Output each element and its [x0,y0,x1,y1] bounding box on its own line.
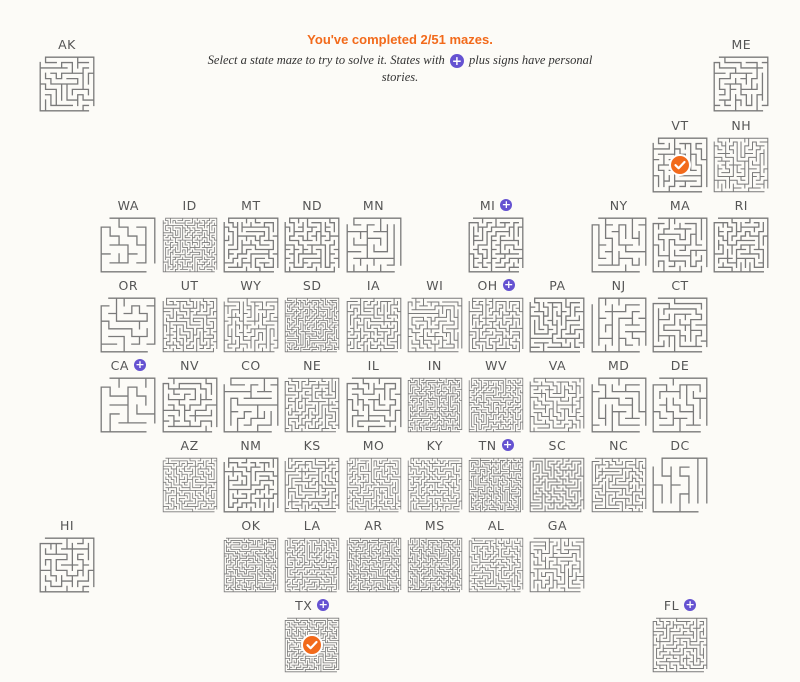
state-maze-co[interactable] [223,357,279,433]
maze-walls [531,458,585,512]
state-abbr: DC [670,437,690,453]
maze-thumbnail [39,56,95,112]
maze-thumbnail [223,537,279,593]
state-maze-ky[interactable] [407,437,463,513]
state-abbr: MN [362,197,385,213]
state-abbr: VA [548,357,567,373]
maze-walls [101,298,155,352]
state-label-row [529,277,585,293]
state-abbr: WY [240,277,262,293]
maze-walls [531,378,585,432]
state-maze-ct[interactable] [652,277,708,353]
state-label-row [407,357,463,373]
maze-walls [653,618,707,672]
maze-walls [592,298,646,352]
maze-walls [101,218,155,272]
state-maze-wv[interactable] [468,357,524,433]
maze-thumbnail [529,297,585,353]
state-label-row [529,437,585,453]
maze-walls [224,218,278,272]
state-abbr: IA [366,277,381,293]
state-abbr: DE [670,357,690,373]
progress-text: You've completed 2/51 mazes. [307,32,493,47]
state-label-row [346,357,402,373]
state-abbr: ME [731,36,752,52]
maze-walls [224,458,278,512]
state-abbr: NC [609,437,629,453]
state-abbr: NM [240,437,262,453]
state-abbr: PA [549,277,566,293]
maze-walls [653,378,707,432]
state-maze-ar[interactable] [346,517,402,593]
state-maze-ms[interactable] [407,517,463,593]
maze-walls [347,298,401,352]
maze-thumbnail [468,297,524,353]
state-label-row [468,197,524,213]
maze-thumbnail [346,457,402,513]
state-label-row [468,437,524,453]
state-maze-wa[interactable] [100,197,156,273]
state-label-row [223,277,279,293]
maze-thumbnail [100,297,156,353]
state-abbr: OK [241,517,261,533]
state-maze-ma[interactable] [652,197,708,273]
state-label-row [284,517,340,533]
state-maze-ok[interactable] [223,517,279,593]
state-abbr: MO [362,437,385,453]
state-label-row [407,277,463,293]
state-maze-hi[interactable] [39,517,95,593]
state-abbr: WI [426,277,444,293]
maze-thumbnail [100,217,156,273]
state-maze-va[interactable] [529,357,585,433]
maze-walls [469,218,523,272]
maze-thumbnail [407,537,463,593]
state-maze-ne[interactable] [284,357,340,433]
state-label-row [652,197,708,213]
maze-thumbnail [284,377,340,433]
state-label-row [468,517,524,533]
state-maze-ak[interactable] [39,36,95,112]
state-label-row [284,597,340,613]
state-label-row [223,517,279,533]
state-label-row [407,437,463,453]
maze-thumbnail [468,457,524,513]
state-label-row [591,357,647,373]
maze-thumbnail [223,457,279,513]
state-label-row [591,197,647,213]
state-maze-la[interactable] [284,517,340,593]
maze-thumbnail [39,537,95,593]
state-abbr: FL [663,597,680,613]
maze-walls [347,218,401,272]
maze-thumbnail [713,217,769,273]
maze-walls [469,538,523,592]
maze-walls [592,218,646,272]
state-label-row [162,437,218,453]
state-label-row [407,517,463,533]
maze-walls [40,538,94,592]
maze-walls [469,458,523,512]
maze-walls [653,218,707,272]
state-label-row [284,357,340,373]
state-maze-il[interactable] [346,357,402,433]
instructions-prefix: Select a state maze to try to solve it. States with [207,53,445,67]
state-maze-in[interactable] [407,357,463,433]
state-label-row [162,357,218,373]
maze-thumbnail [468,537,524,593]
state-label-row [284,437,340,453]
state-label-row [591,437,647,453]
state-maze-tn[interactable] [468,437,524,513]
maze-thumbnail [407,457,463,513]
state-abbr: OR [118,277,139,293]
state-maze-me[interactable] [713,36,769,112]
state-abbr: AZ [180,437,199,453]
state-abbr: CA [110,357,129,373]
maze-walls [714,57,768,111]
maze-walls [592,458,646,512]
maze-thumbnail [223,377,279,433]
state-label-row [713,197,769,213]
state-abbr: KS [303,437,321,453]
maze-walls [531,298,585,352]
state-label-row [284,277,340,293]
maze-walls [347,378,401,432]
state-abbr: NJ [611,277,626,293]
checkmark-circle-icon [669,154,691,176]
state-abbr: MT [241,197,261,213]
maze-thumbnail [529,537,585,593]
maze-thumbnail [284,457,340,513]
state-abbr: ID [182,197,197,213]
state-label-row [652,597,708,613]
maze-thumbnail [591,217,647,273]
maze-walls [347,458,401,512]
state-abbr: WV [485,357,508,373]
state-label-row [100,197,156,213]
maze-thumbnail [407,377,463,433]
plus-circle-icon: + [451,54,462,69]
state-maze-fl[interactable] [652,597,708,673]
state-abbr: CT [671,277,689,293]
maze-walls [714,138,768,192]
state-maze-al[interactable] [468,517,524,593]
maze-thumbnail [529,457,585,513]
state-maze-or[interactable] [100,277,156,353]
state-abbr: AK [58,36,76,52]
state-maze-sd[interactable] [284,277,340,353]
state-label-row [652,117,708,133]
state-label-row [39,517,95,533]
state-maze-az[interactable] [162,437,218,513]
state-abbr: NV [180,357,200,373]
state-maze-nv[interactable] [162,357,218,433]
state-abbr: HI [59,517,75,533]
state-label-row [529,517,585,533]
maze-walls [592,378,646,432]
state-label-row [223,197,279,213]
state-label-row [529,357,585,373]
plus-circle-icon: + [502,438,513,451]
state-abbr: SC [548,437,567,453]
state-maze-ga[interactable] [529,517,585,593]
maze-walls [285,218,339,272]
state-abbr: AL [487,517,505,533]
maze-walls [224,298,278,352]
state-label-row [652,357,708,373]
maze-walls [469,378,523,432]
state-abbr: KY [426,437,443,453]
state-maze-ks[interactable] [284,437,340,513]
maze-walls [163,378,217,432]
maze-thumbnail [223,217,279,273]
maze-thumbnail [284,537,340,593]
state-maze-nc[interactable] [591,437,647,513]
plus-circle-icon: + [504,278,514,291]
maze-walls [408,378,462,432]
maze-thumbnail [713,137,769,193]
state-abbr: IN [427,357,442,373]
state-abbr: IL [367,357,380,373]
maze-walls [714,218,768,272]
maze-walls [408,538,462,592]
maze-walls [40,57,94,111]
maze-thumbnail [100,377,156,433]
state-abbr: GA [547,517,568,533]
maze-thumbnail [284,297,340,353]
state-abbr: LA [303,517,321,533]
maze-thumbnail [591,297,647,353]
maze-walls [531,538,585,592]
state-maze-ri[interactable] [713,197,769,273]
state-maze-nh[interactable] [713,117,769,193]
state-label-row [591,277,647,293]
state-maze-nd[interactable] [284,197,340,273]
state-abbr: RI [734,197,748,213]
maze-walls [347,538,401,592]
state-abbr: MD [607,357,630,373]
state-maze-nm[interactable] [223,437,279,513]
state-label-row [713,117,769,133]
maze-walls [408,298,462,352]
state-abbr: NY [609,197,628,213]
maze-thumbnail [652,297,708,353]
maze-walls [469,298,523,352]
checkmark-circle-icon [301,634,323,656]
state-label-row [713,36,769,52]
state-abbr: ND [302,197,323,213]
state-maze-ny[interactable] [591,197,647,273]
plus-circle-icon: + [501,198,511,211]
maze-thumbnail [468,377,524,433]
maze-walls [653,298,707,352]
state-maze-wy[interactable] [223,277,279,353]
state-abbr: TX [295,597,313,613]
maze-walls [224,538,278,592]
state-label-row [223,437,279,453]
maze-thumbnail [652,377,708,433]
state-maze-tx[interactable] [284,597,340,673]
state-abbr: MA [669,197,691,213]
state-maze-vt[interactable] [652,117,708,193]
maze-walls [101,378,155,432]
maze-thumbnail [223,297,279,353]
state-abbr: NE [303,357,322,373]
state-label-row [346,197,402,213]
maze-thumbnail [162,377,218,433]
maze-thumbnail [346,217,402,273]
state-maze-mt[interactable] [223,197,279,273]
maze-thumbnail [468,217,524,273]
state-maze-ut[interactable] [162,277,218,353]
maze-thumbnail [162,217,218,273]
maze-thumbnail [346,297,402,353]
maze-thumbnail [407,297,463,353]
maze-walls [285,298,339,352]
state-maze-pa[interactable] [529,277,585,353]
state-abbr: WA [117,197,139,213]
maze-thumbnail [284,217,340,273]
state-abbr: AR [364,517,383,533]
maze-thumbnail [162,457,218,513]
state-abbr: UT [180,277,199,293]
state-abbr: VT [671,117,689,133]
state-abbr: MI [479,197,496,213]
maze-thumbnail [346,537,402,593]
plus-circle-icon: + [685,598,695,611]
maze-walls [285,378,339,432]
maze-thumbnail [162,297,218,353]
maze-thumbnail [591,377,647,433]
maze-thumbnail [652,217,708,273]
state-abbr: NH [731,117,752,133]
maze-thumbnail [529,377,585,433]
maze-thumbnail [652,617,708,673]
state-label-row [346,277,402,293]
maze-walls [653,458,707,512]
state-label-row [100,277,156,293]
state-label-row [284,197,340,213]
state-abbr: OH [477,277,498,293]
state-maze-oh[interactable] [468,277,524,353]
state-label-row [39,36,95,52]
maze-thumbnail [346,377,402,433]
state-maze-md[interactable] [591,357,647,433]
maze-thumbnail [652,457,708,513]
state-abbr: TN [478,437,497,453]
state-maze-dc[interactable] [652,437,708,513]
instructions-suffix: plus signs have personal stories. [381,53,593,84]
state-label-row [468,277,524,293]
state-label-row [162,277,218,293]
state-maze-ia[interactable] [346,277,402,353]
state-maze-mn[interactable] [346,197,402,273]
state-label-row [162,197,218,213]
state-label-row [652,437,708,453]
maze-thumbnail [591,457,647,513]
plus-circle-icon: + [318,598,328,611]
maze-walls [163,298,217,352]
plus-circle-icon: + [135,358,145,371]
state-label-row [223,357,279,373]
state-maze-ca[interactable] [100,357,156,433]
state-label-row [652,277,708,293]
state-maze-mo[interactable] [346,437,402,513]
state-label-row [468,357,524,373]
maze-walls [285,538,339,592]
maze-walls [163,458,217,512]
maze-thumbnail [713,56,769,112]
state-maze-mi[interactable] [468,197,524,273]
maze-walls [408,458,462,512]
state-maze-sc[interactable] [529,437,585,513]
state-abbr: MS [424,517,445,533]
state-label-row [346,437,402,453]
state-maze-de[interactable] [652,357,708,433]
state-maze-wi[interactable] [407,277,463,353]
state-maze-id[interactable] [162,197,218,273]
state-abbr: SD [302,277,322,293]
state-label-row [100,357,156,373]
state-abbr: CO [241,357,261,373]
state-maze-nj[interactable] [591,277,647,353]
maze-walls [285,458,339,512]
maze-walls [163,218,217,272]
maze-walls [224,378,278,432]
state-label-row [346,517,402,533]
